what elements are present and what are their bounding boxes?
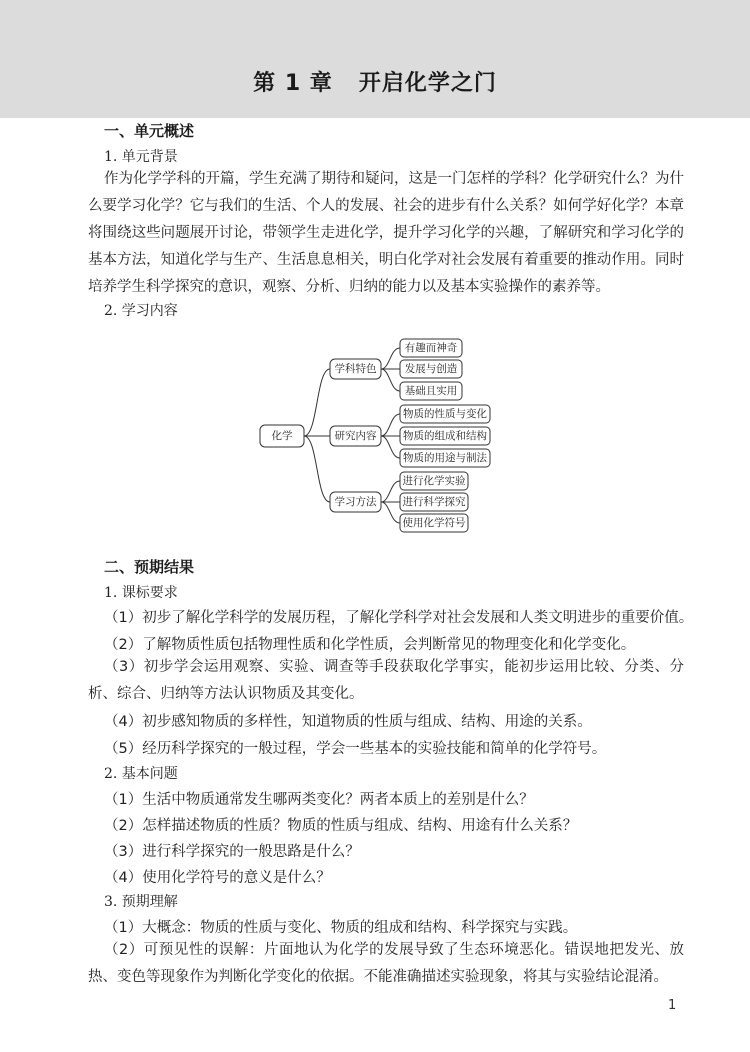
mindmap-branch-1: 学科特色 [334,363,377,375]
mindmap-leaf: 物质的组成和结构 [403,430,487,442]
question-3: （3）进行科学探究的一般思路是什么？ [104,844,360,860]
requirement-5: （5）经历科学探究的一般过程，学会一些基本的实验技能和简单的化学符号。 [104,741,607,757]
mindmap-leaf: 进行化学实验 [402,475,466,487]
section-1-sub-background: 1. 单元背景 [104,149,178,165]
understanding-2: （2）可预见性的误解：片面地认为化学的发展导致了生态环境恶化。错误地把发光、放热、变色等现象作为判断化学变化的依据。不能准确描述实验现象，将其与实验结论混淆。 [88,942,684,985]
chapter-title [0,66,750,97]
understanding-1: （1）大概念：物质的性质与变化、物质的组成和结构、科学探究与实践。 [104,920,578,936]
requirement-1: （1）初步了解化学科学的发展历程，了解化学科学对社会发展和人类文明进步的重要价值。 [104,610,694,626]
mindmap-leaf: 物质的性质与变化 [403,408,487,420]
question-1: （1）生活中物质通常发生哪两类变化？两者本质上的差别是什么？ [104,792,534,808]
mindmap-branch-3: 学习方法 [334,496,377,508]
chapter-number: 第 1 章 [253,71,333,96]
question-2: （2）怎样描述物质的性质？物质的性质与组成、结构、用途有什么关系？ [104,818,578,834]
mindmap-leaf: 物质的用途与制法 [403,452,487,464]
requirement-4: （4）初步感知物质的多样性，知道物质的性质与组成、结构、用途的关系。 [104,714,592,730]
page-number: 1 [668,998,677,1013]
mindmap-branch-2: 研究内容 [334,430,377,442]
section-1-heading: 一、单元概述 [104,122,195,140]
chapter-name: 开启化学之门 [358,71,497,96]
mindmap-leaf: 进行科学探究 [402,496,466,508]
question-4: （4）使用化学符号的意义是什么？ [104,870,331,886]
section-1-sub-content: 2. 学习内容 [104,303,178,319]
mind-map [0,336,750,536]
section-2-sub-standards: 1. 课标要求 [104,585,178,601]
requirement-2: （2）了解物质性质包括物理性质和化学性质，会判断常见的物理变化和化学变化。 [104,637,636,653]
section-2-heading: 二、预期结果 [104,558,195,576]
mindmap-root: 化学 [271,430,293,442]
mindmap-leaf: 使用化学符号 [402,517,466,529]
background-paragraph: 作为化学学科的开篇，学生充满了期待和疑问，这是一门怎样的学科？化学研究什么？为什么要学习化学？它与我们的生活、个人的发展、社会的进步有什么关系？如何学好化学？本章将围绕这些问题展开讨论，带领学生走进化学，提升学习化学的兴趣，了解研究和学习化学的基本方法，知道化学与生产、生活息息相关，明白化学对社会发展有着重要的推动作用。同时培养学生科学探究的意识，观察、分析、归纳的能力以及基本实验操作的素养等。 [88,171,684,295]
chapter-header-band [0,0,750,118]
section-2-sub-understanding: 3. 预期理解 [104,894,178,910]
mindmap-leaf: 发展与创造 [404,363,458,375]
mindmap-leaf: 基础且实用 [404,385,458,397]
mindmap-leaf: 有趣而神奇 [404,342,458,354]
requirement-3: （3）初步学会运用观察、实验、调查等手段获取化学事实，能初步运用比较、分类、分析、综合、归纳等方法认识物质及其变化。 [88,659,684,702]
section-2-sub-questions: 2. 基本问题 [104,766,178,782]
